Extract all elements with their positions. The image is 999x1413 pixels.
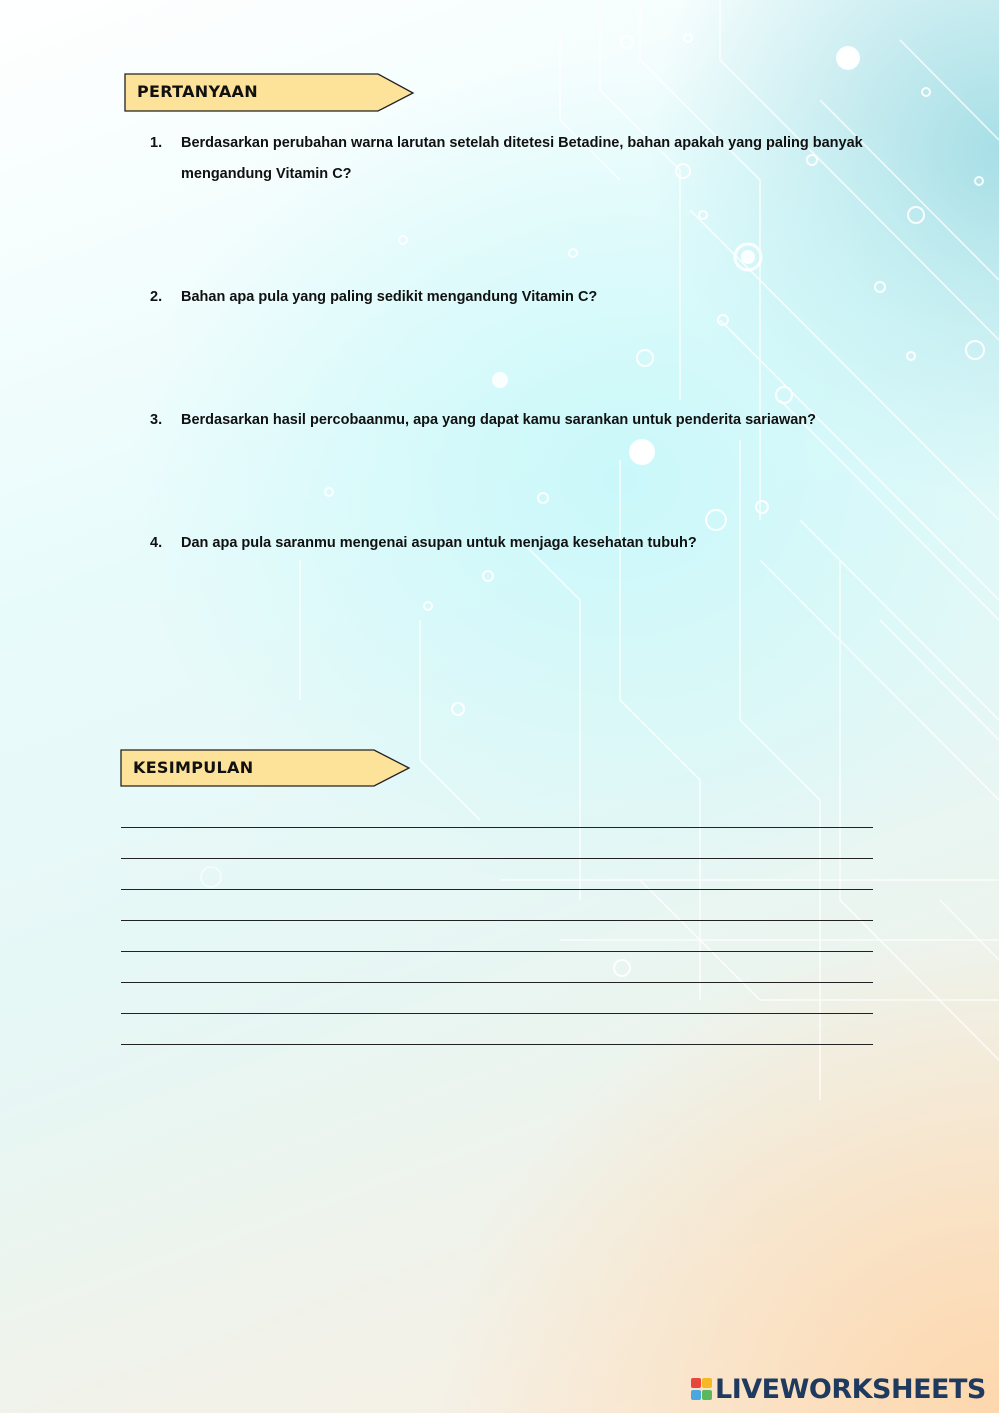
conclusion-line[interactable] bbox=[121, 1044, 873, 1045]
question-text: Berdasarkan perubahan warna larutan setelah ditetesi Betadine, bahan apakah yang paling banyak mengandung Vitamin C? bbox=[181, 135, 863, 182]
question-text: Berdasarkan hasil percobaanmu, apa yang dapat kamu sarankan untuk penderita sariawan? bbox=[181, 412, 816, 428]
conclusion-line[interactable] bbox=[121, 827, 873, 828]
conclusion-heading: KESIMPULAN bbox=[133, 758, 254, 777]
conclusion-line[interactable] bbox=[121, 889, 873, 890]
conclusion-line[interactable] bbox=[121, 920, 873, 921]
questions-heading: PERTANYAAN bbox=[137, 82, 258, 101]
question-number: 4. bbox=[150, 535, 163, 551]
question-4 bbox=[150, 528, 890, 559]
conclusion-line[interactable] bbox=[121, 858, 873, 859]
question-1 bbox=[150, 128, 890, 190]
question-text: Bahan apa pula yang paling sedikit mengandung Vitamin C? bbox=[181, 289, 598, 305]
conclusion-line[interactable] bbox=[121, 982, 873, 983]
question-number: 1. bbox=[150, 135, 163, 151]
question-number: 3. bbox=[150, 412, 163, 428]
liveworksheets-logo bbox=[691, 1373, 986, 1405]
logo-text: LIVEWORKSHEETS bbox=[715, 1373, 986, 1405]
question-2 bbox=[150, 282, 890, 313]
section-tag-questions bbox=[124, 73, 416, 111]
conclusion-line[interactable] bbox=[121, 951, 873, 952]
conclusion-line[interactable] bbox=[121, 1013, 873, 1014]
question-3 bbox=[150, 405, 890, 436]
logo-icon bbox=[691, 1377, 713, 1401]
question-text: Dan apa pula saranmu mengenai asupan untuk menjaga kesehatan tubuh? bbox=[181, 535, 697, 551]
question-number: 2. bbox=[150, 289, 163, 305]
section-tag-conclusion bbox=[120, 749, 412, 787]
